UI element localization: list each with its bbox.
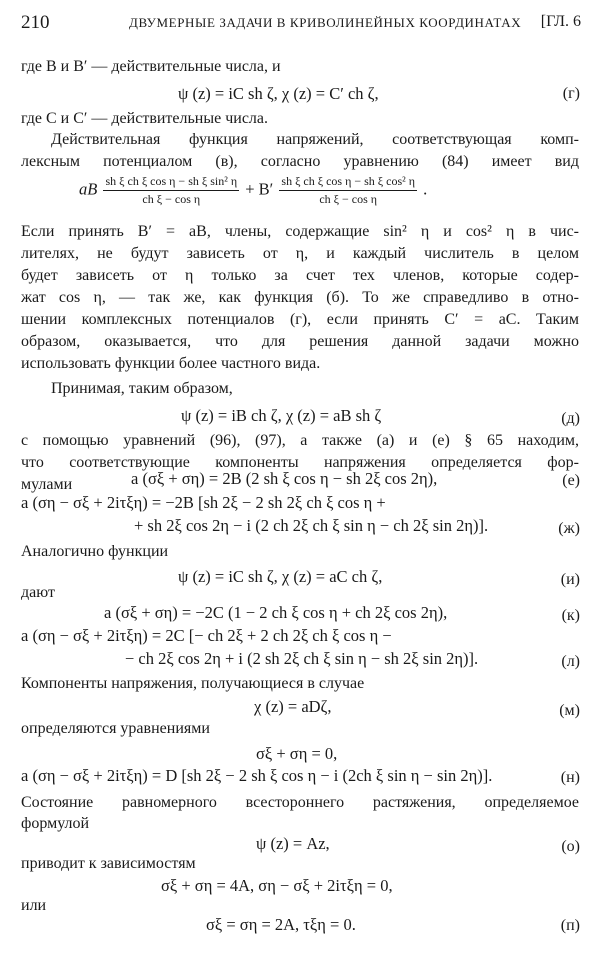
period: . [423, 179, 428, 199]
equation-d: ψ (z) = iB ch ζ, χ (z) = aB sh ζ [181, 406, 382, 425]
text-line: что соответствующие компоненты напряжения определяется фор- [21, 454, 579, 471]
equation-label: (ж) [558, 520, 580, 537]
equation-e: a (σξ + ση) = 2B (2 sh ξ cos η − sh 2ξ cos 2η), [131, 469, 438, 488]
equation-g: ψ (z) = iC sh ζ, χ (z) = C′ ch ζ, [178, 84, 379, 103]
text-line: Аналогично функции [21, 543, 169, 560]
text-line: определяются уравнениями [21, 720, 210, 737]
equation-label: (д) [561, 410, 580, 427]
fraction-numerator: sh ξ ch ξ cos η − sh ξ cos² η [279, 174, 417, 191]
equation-l-line2: − ch 2ξ cos 2η + i (2 sh 2ξ ch ξ sin η − sh 2ξ sin 2η)]. [125, 649, 479, 668]
running-title: ДВУМЕРНЫЕ ЗАДАЧИ В КРИВОЛИНЕЙНЫХ КООРДИНАТАХ [129, 15, 522, 30]
equation-i: ψ (z) = iC sh ζ, χ (z) = aC ch ζ, [178, 567, 383, 586]
text-line: формулой [21, 815, 90, 832]
text-line: жат cos η, — так же, как функция (б). То же справедливо в отно- [21, 289, 579, 306]
text-line: Принимая, таким образом, [51, 380, 233, 397]
text-line: Компоненты напряжения, получающиеся в случае [21, 675, 365, 692]
equation-label: (н) [560, 769, 580, 786]
text-line: Действительная функция напряжений, соответствующая комп- [51, 131, 579, 148]
equation-o: ψ (z) = Az, [256, 834, 330, 853]
fraction-denominator: ch ξ − cos η [319, 192, 378, 206]
text-line: образом, оказывается, что для решения данной задачи можно [21, 333, 579, 350]
equation-label: (и) [560, 571, 580, 588]
plus-term: + B′ [245, 179, 274, 199]
text-line: шении комплексных потенциалов (г), если принять C′ = aC. Таким [21, 311, 579, 328]
equation-label: (м) [559, 702, 580, 719]
equation-label: (е) [562, 472, 580, 489]
text-line: лексным потенциалом (в), согласно уравнению (84) имеет вид [21, 153, 579, 170]
text-line: использовать функции более частного вида. [21, 355, 321, 372]
equation-n-line1: σξ + ση = 0, [256, 744, 338, 763]
equation-label: (о) [561, 838, 580, 855]
page-number: 210 [21, 12, 50, 33]
equation-l-line1: a (ση − σξ + 2iτξη) = 2C [− ch 2ξ + 2 ch 2ξ ch ξ cos η − [21, 626, 392, 645]
equation-m: χ (z) = aDζ, [254, 697, 332, 716]
equation-zh-line1: a (ση − σξ + 2iτξη) = −2B [sh 2ξ − 2 sh 2ξ ch ξ cos η + [21, 493, 386, 512]
text-line: Состояние равномерного всестороннего растяжения, определяемое [21, 794, 579, 811]
running-header [21, 12, 581, 38]
fraction [103, 174, 239, 207]
equation-label: (г) [562, 85, 580, 102]
text-line: с помощью уравнений (96), (97), а также (а) и (е) § 65 находим, [21, 432, 579, 449]
equation-k: a (σξ + ση) = −2C (1 − 2 ch ξ cos η + ch 2ξ cos 2η), [104, 603, 448, 622]
equation-n-line2: a (ση − σξ + 2iτξη) = D [sh 2ξ − 2 sh ξ cos η − i (2ch ξ sin η − sin 2η)]. [21, 766, 493, 785]
frac-coefficient: aB [79, 179, 98, 199]
equation-label: (л) [561, 653, 580, 670]
text-line: Если принять B′ = aB, члены, содержащие sin² η и cos² η в чис- [21, 223, 579, 240]
stress-function-equation [79, 174, 427, 207]
fraction [279, 174, 417, 207]
equation-zh-line2: + sh 2ξ cos 2η − i (2 ch 2ξ ch ξ sin η − ch 2ξ sin 2η)]. [134, 516, 489, 535]
equation-label: (п) [560, 917, 580, 934]
text-line: или [21, 897, 47, 914]
equation-p-line1: σξ + ση = 4A, ση − σξ + 2iτξη = 0, [161, 876, 393, 895]
chapter-label: [ГЛ. 6 [540, 13, 581, 30]
fraction-numerator: sh ξ ch ξ cos η − sh ξ sin² η [103, 174, 239, 191]
text-line: будет зависеть от η только за счет тех членов, которые содер- [21, 267, 579, 284]
text-line: лителях, не будут зависеть от η, и каждый числитель в целом [21, 245, 579, 262]
fraction-denominator: ch ξ − cos η [142, 192, 201, 206]
equation-label: (к) [561, 607, 580, 624]
text-line: приводит к зависимостям [21, 855, 196, 872]
equation-p-line2: σξ = ση = 2A, τξη = 0. [206, 915, 356, 934]
text-line: дают [21, 584, 55, 601]
text-line: где B и B′ — действительные числа, и [21, 58, 281, 75]
text-line: мулами [21, 476, 73, 493]
text-line: где C и C′ — действительные числа. [21, 110, 269, 127]
